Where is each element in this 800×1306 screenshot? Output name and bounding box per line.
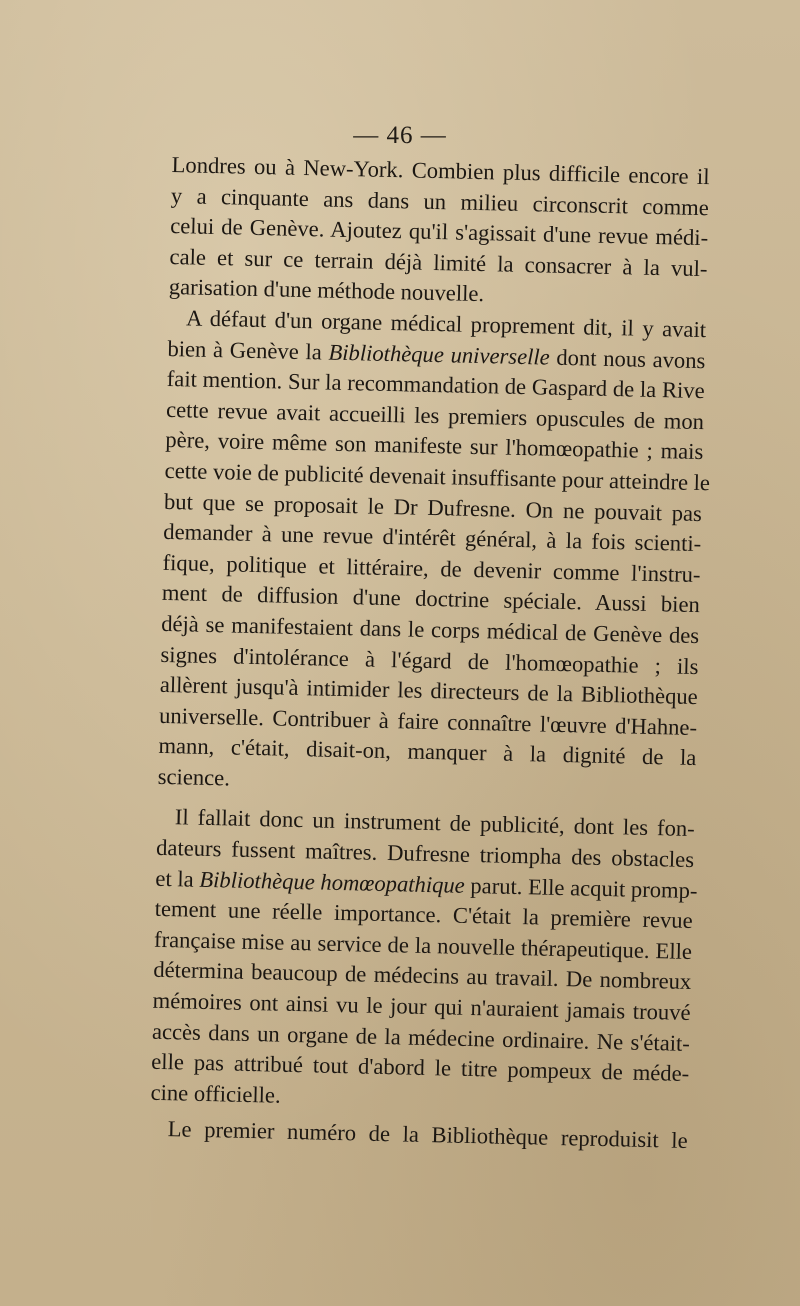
text-line: signes d'intolérance à l'égard de l'homœopathie ; ils [160, 641, 699, 679]
text-line: Il fallait donc un instrument de publicité, dont les fon- [174, 804, 696, 842]
text-line: y a cinquante ans dans un milieu circonscrit comme [170, 182, 710, 220]
text-line: mann, c'était, disait-on, manquer à la dignité de la [158, 733, 697, 771]
italic-title: Bibliothèque homœopathique [199, 866, 466, 898]
text-fragment: parut. Elle acquit promp- [464, 872, 698, 903]
text-line: A défaut d'un organe médical proprement dit, il y avait [185, 305, 707, 343]
text-line: accès dans un organe de la médecine ordinaire. Ne s'était- [151, 1018, 691, 1056]
text-line: détermina beaucoup de médecins au travail. De nombreux [153, 957, 692, 995]
page-number: — 46 — [353, 122, 447, 149]
text-line: demander à une revue d'intérêt général, à la fois scienti- [163, 519, 702, 557]
text-line: fique, politique et littéraire, de devenir comme l'instru- [162, 549, 701, 587]
text-line: fait mention. Sur la recommandation de Gaspard de la Rive [166, 366, 705, 404]
text-line: science. [157, 763, 231, 791]
text-fragment: et la [155, 865, 200, 892]
text-line: française mise au service de la nouvelle thérapeutique. Elle [153, 926, 693, 964]
text-line: Londres ou à New-York. Combien plus difficile encore il [171, 151, 710, 190]
text-line: but que se proposait le Dr Dufresne. On ne pouvait pas [163, 488, 703, 526]
text-line: déjà se manifestaient dans le corps médical de Genève des [160, 610, 700, 648]
body-text [149, 150, 709, 1157]
text-line: cette voie de publicité devenait insuffisante pour atteindre le [164, 457, 711, 496]
text-line: mémoires ont ainsi vu le jour qui n'auraient jamais trouvé [152, 987, 691, 1026]
text-line: allèrent jusqu'à intimider les directeurs de la Bibliothèque [159, 671, 699, 710]
text-fragment: bien à Genève la [167, 335, 329, 365]
text-line: elle pas attribué tout d'abord le titre pompeux de méde- [151, 1048, 690, 1087]
text-line: cale et sur ce terrain déjà limité la consacrer à la vul- [169, 243, 708, 281]
text-line: universelle. Contribuer à faire connaître l'œuvre d'Hahne- [158, 702, 698, 740]
text-line: garisation d'une méthode nouvelle. [168, 274, 485, 307]
text-line: dateurs fussent maîtres. Dufresne triompha des obstacles [155, 834, 695, 873]
text-line: père, voire même son manifeste sur l'homœopathie ; mais [165, 427, 704, 465]
text-line: celui de Genève. Ajoutez qu'il s'agissait d'une revue médi- [169, 213, 709, 251]
text-line: cine officielle. [150, 1079, 281, 1108]
text-line: tement une réelle importance. C'était la première revue [154, 896, 693, 934]
text-line: Le premier numéro de la Bibliothèque reproduisit le [167, 1116, 688, 1154]
italic-title: Bibliothèque universelle [328, 339, 551, 370]
text-fragment: dont nous avons [549, 344, 706, 373]
text-line: ment de diffusion d'une doctrine spéciale. Aussi bien [161, 580, 701, 618]
text-line: cette revue avait accueilli les premiers opuscules de mon [165, 396, 705, 434]
